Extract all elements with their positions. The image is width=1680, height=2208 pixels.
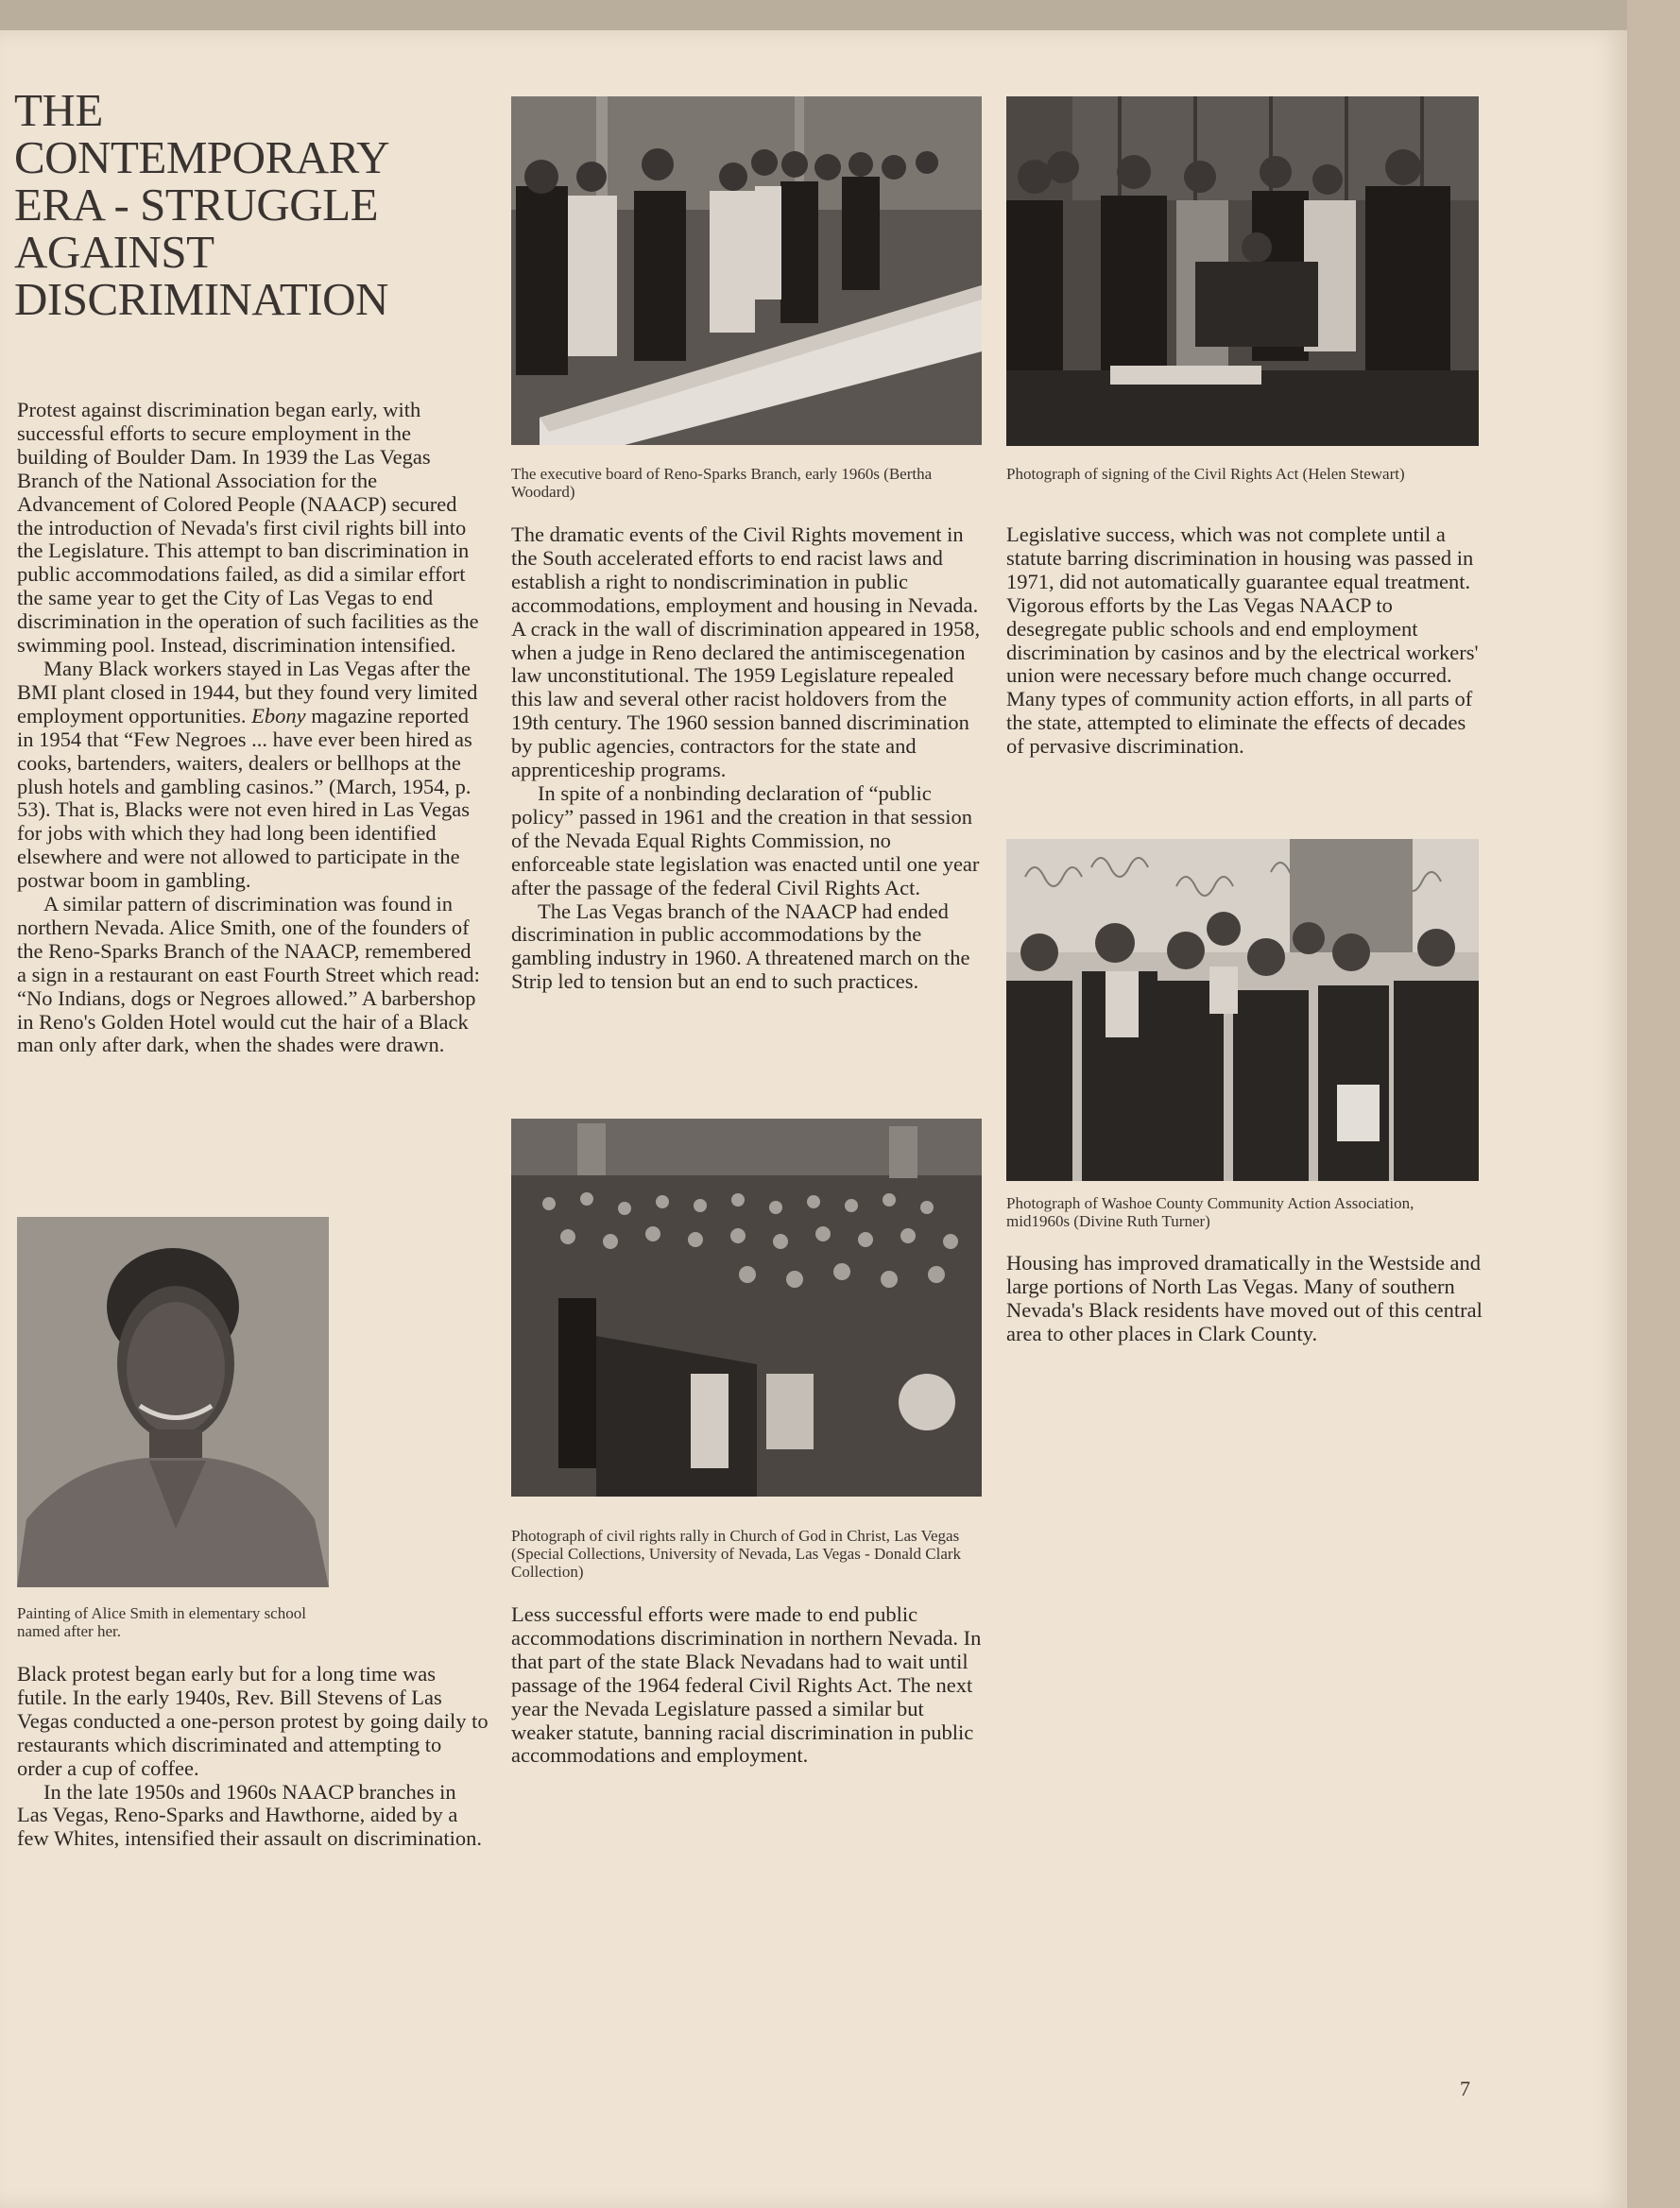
page-number: 7 bbox=[1460, 2077, 1470, 2100]
church-rally-photo bbox=[511, 1119, 982, 1497]
col1-p2-before: Many Black workers stayed in Las Vegas after the BMI plant closed in 1944, but they found very limited employment opportunities. bbox=[17, 656, 478, 727]
col2-paragraph-3: The Las Vegas branch of the NAACP had ended discrimination in public accommodations by the gambling industry in 1960. A threatened march on the Strip led to tension but an end to such practices. bbox=[511, 899, 970, 994]
scan-top-edge bbox=[0, 0, 1680, 30]
ebony-magazine-title: Ebony bbox=[251, 703, 306, 727]
col1-p2-after: magazine reported in 1954 that “Few Negroes ... have ever been hired as cooks, bartenders, waiters, dealers or bellhops at the plush hotels and gambling casinos.” (March, 1954, p. 53). That is, Blacks were not even hired in Las Vegas for jobs with which they had long been identified elsewhere and were not allowed to participate in the postwar boom in gambling. bbox=[17, 703, 472, 893]
column-3-text-top bbox=[1006, 523, 1483, 759]
column-1-text-top bbox=[17, 399, 486, 1057]
column-1-text-bottom bbox=[17, 1663, 489, 1851]
col1-paragraph-5: In the late 1950s and 1960s NAACP branches in Las Vegas, Reno-Sparks and Hawthorne, aided by a few Whites, intensified their assault on discrimination. bbox=[17, 1779, 482, 1851]
col1-paragraph-1: Protest against discrimination began early, with successful efforts to secure employment in the building of Boulder Dam. In 1939 the Las Vegas Branch of the National Association for the Advancement of Colored People (NAACP) secured the introduction of Nevada's first civil rights bill into the Legislature. This attempt to ban discrimination in public accommodations failed, as did a similar effort the same year to get the City of Las Vegas to end discrimination in the operation of such facilities as the swimming pool. Instead, discrimination intensified. bbox=[17, 398, 479, 658]
col1-paragraph-3: A similar pattern of discrimination was found in northern Nevada. Alice Smith, one of the founders of the Reno-Sparks Branch of the NAACP, remembered a sign in a restaurant on east Fourth Street which read: “No Indians, dogs or Negroes allowed.” A barbershop in Reno's Golden Hotel would cut the hair of a Black man only after dark, when the shades were drawn. bbox=[17, 892, 480, 1057]
church-rally-caption: Photograph of civil rights rally in Church of God in Christ, Las Vegas (Special Collections, University of Nevada, Las Vegas - Donald Clark Collection) bbox=[511, 1527, 962, 1581]
col3-paragraph-1: Legislative success, which was not complete until a statute barring discrimination in housing was passed in 1971, did not automatically guarantee equal treatment. Vigorous efforts by the Las Vegas NAACP to desegregate public schools and end employment discrimination by casinos and by the electrical workers' union were necessary before much change occurred. Many types of community action efforts, in all parts of the state, attempted to eliminate the effects of decades of pervasive discrimination. bbox=[1006, 522, 1479, 759]
col2-paragraph-1: The dramatic events of the Civil Rights movement in the South accelerated efforts to end racist laws and establish a right to nondiscrimination in public accommodations, employment and housing in Nevada. A crack in the wall of discrimination appeared in 1958, when a judge in Reno declared the antimiscegenation law unconstitutional. The 1959 Legislature repealed this law and several other racist holdovers from the 19th century. The 1960 session banned discrimination by public agencies, contractors for the state and apprenticeship programs. bbox=[511, 522, 981, 782]
alice-smith-caption: Painting of Alice Smith in elementary school named after her. bbox=[17, 1604, 306, 1640]
civil-rights-signing-image bbox=[1006, 96, 1479, 446]
executive-board-image bbox=[511, 96, 982, 445]
signing-caption: Photograph of signing of the Civil Rights Act (Helen Stewart) bbox=[1006, 465, 1405, 483]
executive-board-photo bbox=[511, 96, 982, 445]
executive-board-caption: The executive board of Reno-Sparks Branch, early 1960s (Bertha Woodard) bbox=[511, 465, 933, 501]
washoe-community-action-image bbox=[1006, 839, 1479, 1181]
article-title: THE CONTEMPORARY ERA - STRUGGLE AGAINST DISCRIMINATION bbox=[14, 84, 388, 325]
alice-smith-painting bbox=[17, 1217, 329, 1587]
washoe-community-action-photo bbox=[1006, 839, 1479, 1181]
col1-paragraph-4: Black protest began early but for a long time was futile. In the early 1940s, Rev. Bill Stevens of Las Vegas conducted a one-person protest by going daily to restaurants which discriminated and attempting to order a cup of coffee. bbox=[17, 1662, 489, 1780]
column-2-text-top bbox=[511, 523, 984, 994]
col2-paragraph-4: Less successful efforts were made to end public accommodations discrimination in northern Nevada. In that part of the state Black Nevadans had to wait until passage of the 1964 federal Civil Rights Act. The next year the Nevada Legislature passed a similar but weaker statute, banning racial discrimination in public accommodations and employment. bbox=[511, 1602, 982, 1768]
col1-paragraph-2 bbox=[17, 658, 486, 893]
col2-paragraph-2: In spite of a nonbinding declaration of “public policy” passed in 1961 and the creation in that session of the Nevada Equal Rights Commission, no enforceable state legislation was enacted until one year after the passage of the federal Civil Rights Act. bbox=[511, 780, 980, 899]
washoe-caption: Photograph of Washoe County Community Action Association, mid1960s (Divine Ruth Turner) bbox=[1006, 1194, 1414, 1230]
civil-rights-signing-photo bbox=[1006, 96, 1479, 446]
scan-right-edge bbox=[1627, 0, 1680, 2208]
church-rally-image bbox=[511, 1119, 982, 1497]
alice-smith-portrait-image bbox=[17, 1217, 329, 1587]
column-2-text-bottom bbox=[511, 1603, 984, 1768]
col3-paragraph-2: Housing has improved dramatically in the Westside and large portions of North Las Vegas. Many of southern Nevada's Black residents have moved out of this central area to other places in Clark County. bbox=[1006, 1251, 1483, 1345]
column-3-text-bottom bbox=[1006, 1252, 1483, 1346]
